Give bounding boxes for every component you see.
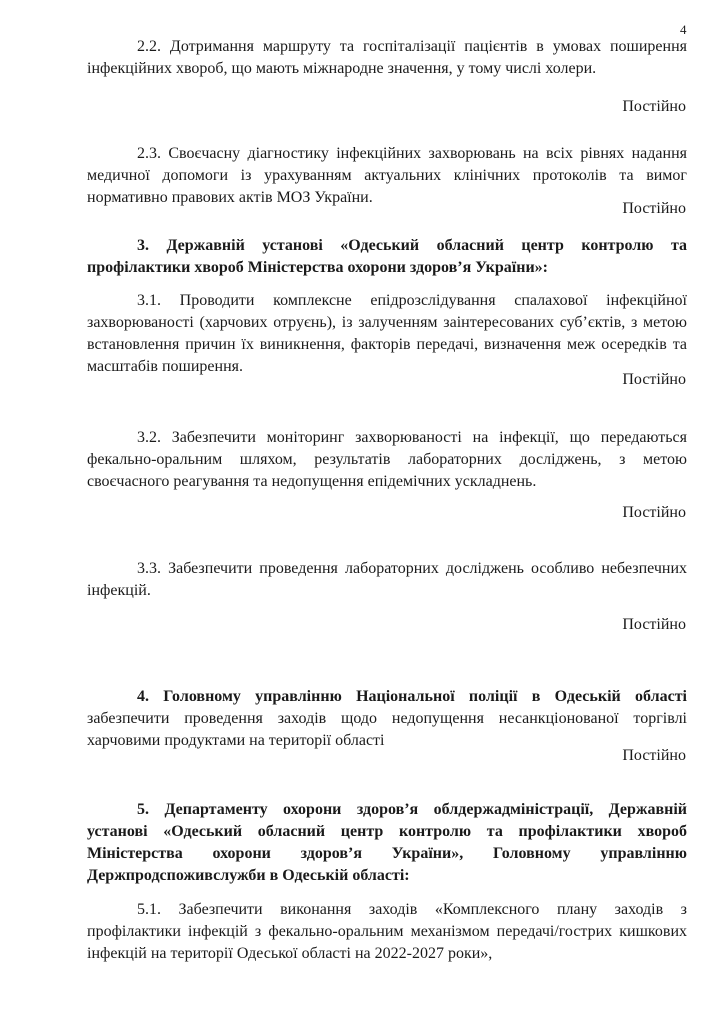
paragraph-2-2 bbox=[87, 36, 687, 80]
heading-text: 5. Департаменту охорони здоров’я облдержадміністрації, Державній установі «Одеський обласний центр контролю та профілактики хвороб Міністерства охорони здоров’я України», Головному управлінню Держпродспоживслужби в Одеській області: bbox=[87, 801, 687, 884]
paragraph-text: 3.3. Забезпечити проведення лабораторних досліджень особливо небезпечних інфекцій. bbox=[87, 560, 687, 599]
page-number: 4 bbox=[680, 22, 687, 37]
paragraph-5-1 bbox=[87, 899, 687, 965]
status-2-3: Постійно bbox=[622, 200, 686, 217]
paragraph-3-1 bbox=[87, 290, 687, 378]
paragraph-3-2 bbox=[87, 427, 687, 493]
paragraph-2-3 bbox=[87, 143, 687, 209]
status-3-2: Постійно bbox=[622, 504, 686, 521]
heading-text: 3. Державній установі «Одеський обласний центр контролю та профілактики хвороб Міністерства охорони здоров’я України»: bbox=[87, 237, 687, 276]
paragraph-text: 5.1. Забезпечити виконання заходів «Комплексного плану заходів з профілактики інфекцій з фекально-оральним механізмом передачі/гострих кишкових інфекцій на території Одеської області на 2022-2027 роки», bbox=[87, 901, 687, 962]
status-3-1: Постійно bbox=[622, 371, 686, 388]
paragraph-text: 3.2. Забезпечити моніторинг захворюваності на інфекції, що передаються фекально-оральним шляхом, результатів лабораторних досліджень, з метою своєчасного реагування та недопущення епідемічних ускладнень. bbox=[87, 429, 687, 490]
paragraph-4 bbox=[87, 686, 687, 752]
status-3-3: Постійно bbox=[622, 616, 686, 633]
section-heading-3 bbox=[87, 235, 687, 279]
section-heading-5 bbox=[87, 799, 687, 887]
paragraph-3-3 bbox=[87, 558, 687, 602]
paragraph-text: 2.2. Дотримання маршруту та госпіталізації пацієнтів в умовах поширення інфекційних хвороб, що мають міжнародне значення, у тому числі холери. bbox=[87, 38, 687, 77]
status-2-2: Постійно bbox=[622, 98, 686, 115]
paragraph-text: забезпечити проведення заходів щодо недопущення несанкціонованої торгівлі харчовими продуктами на території області bbox=[87, 710, 687, 749]
paragraph-text: 3.1. Проводити комплексне епідрозслідування спалахової інфекційної захворюваності (харчових отруєнь), із залученням заінтересованих суб’єктів, з метою встановлення причин їх виникнення, факторів передачі, визначення меж осередків та масштабів поширення. bbox=[87, 292, 687, 375]
section-heading-4: 4. Головному управлінню Національної поліції в Одеській області bbox=[137, 688, 687, 705]
paragraph-text: 2.3. Своєчасну діагностику інфекційних захворювань на всіх рівнях надання медичної допомоги із урахуванням актуальних клінічних протоколів та вимог нормативно правових актів МОЗ України. bbox=[87, 145, 687, 206]
status-4: Постійно bbox=[622, 747, 686, 764]
